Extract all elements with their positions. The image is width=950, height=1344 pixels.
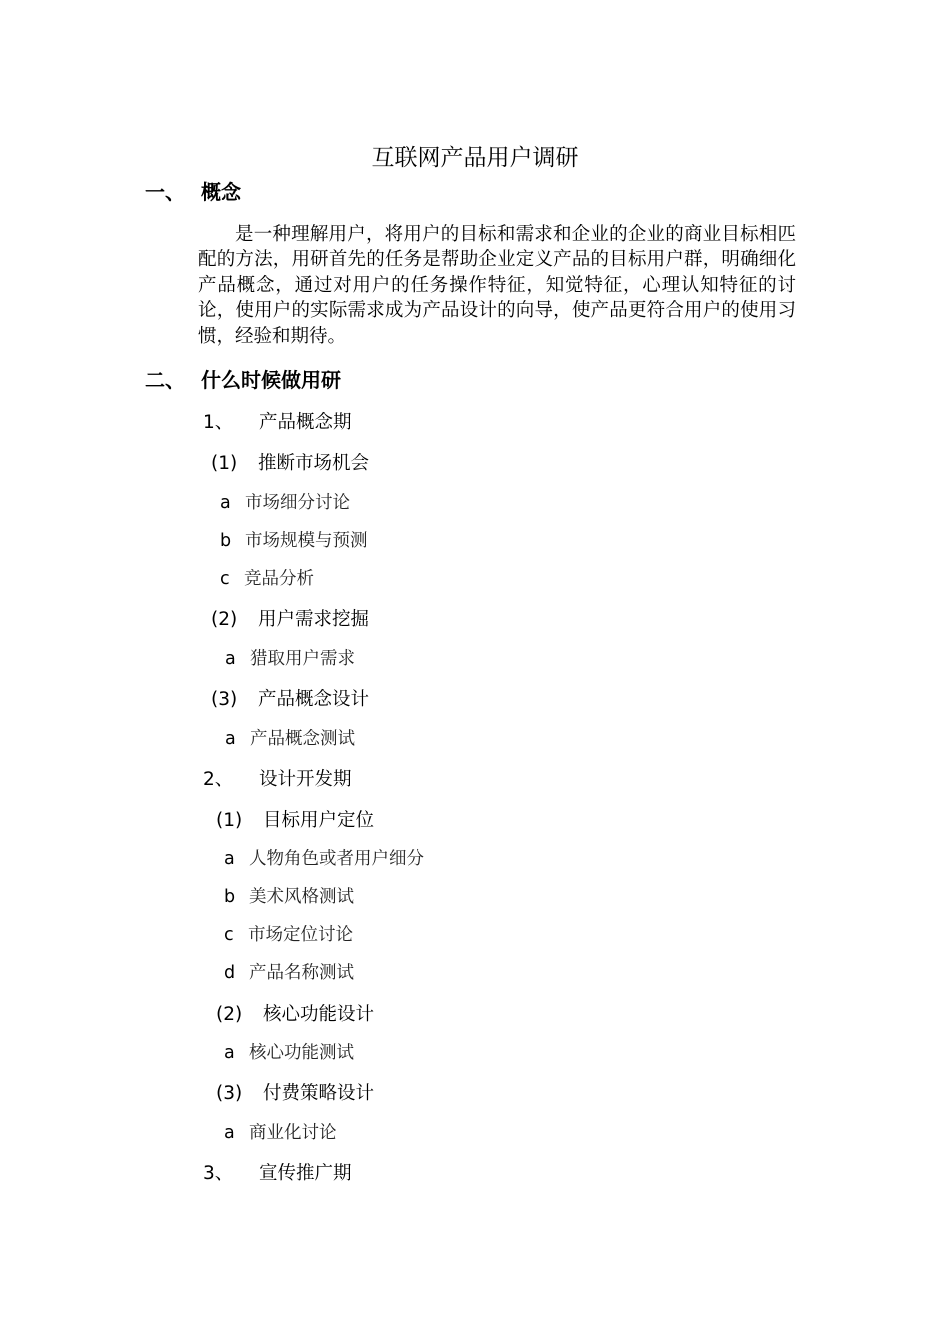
phase-number: 3、	[203, 1163, 234, 1184]
group-number: (3)	[216, 1083, 243, 1104]
item-text: 产品名称测试	[249, 963, 354, 983]
concept-paragraph: 是一种理解用户，将用户的目标和需求和企业的企业的商业目标相匹配的方法，用研首先的任务是帮助企业定义产品的目标用户群，明确细化产品概念，通过对用户的任务操作特征，知觉特征，心理认知特征的讨论，使用户的实际需求成为产品设计的向导，使产品更符合用户的使用习惯，经验和期待。	[198, 224, 796, 347]
section-number: 一、	[145, 180, 185, 204]
document-title: 互联网产品用户调研	[371, 145, 579, 171]
phase-title: 产品概念期	[259, 412, 352, 433]
item-text: 竞品分析	[244, 569, 314, 589]
phase-title: 设计开发期	[259, 769, 352, 790]
item-letter: a	[224, 849, 235, 869]
item-letter: a	[225, 649, 236, 669]
item-letter: b	[224, 887, 236, 907]
item-letter: a	[220, 493, 231, 513]
item-letter: c	[224, 925, 234, 945]
item-text: 市场细分讨论	[245, 493, 350, 513]
item-text: 人物角色或者用户细分	[249, 849, 424, 869]
group-number: (2)	[216, 1004, 243, 1025]
group-title: 付费策略设计	[263, 1083, 375, 1104]
item-letter: a	[224, 1043, 235, 1063]
phase-number: 2、	[203, 769, 234, 790]
item-text: 猎取用户需求	[250, 649, 355, 669]
item-text: 产品概念测试	[250, 729, 355, 749]
group-title: 用户需求挖掘	[258, 609, 370, 630]
phase-number: 1、	[203, 412, 234, 433]
item-text: 市场定位讨论	[248, 925, 353, 945]
item-letter: a	[224, 1123, 235, 1143]
section-title: 概念	[201, 180, 241, 204]
group-number: (1)	[216, 810, 243, 831]
group-number: (2)	[211, 609, 238, 630]
section-number: 二、	[145, 368, 185, 392]
group-title: 产品概念设计	[258, 689, 370, 710]
section-title: 什么时候做用研	[201, 368, 341, 392]
group-number: (3)	[211, 689, 238, 710]
group-number: (1)	[211, 453, 238, 474]
group-title: 核心功能设计	[263, 1004, 375, 1025]
item-text: 核心功能测试	[249, 1043, 354, 1063]
group-title: 推断市场机会	[258, 453, 370, 474]
group-title: 目标用户定位	[263, 810, 375, 831]
item-text: 美术风格测试	[249, 887, 354, 907]
item-text: 市场规模与预测	[245, 531, 368, 551]
item-text: 商业化讨论	[249, 1123, 337, 1143]
phase-title: 宣传推广期	[259, 1163, 352, 1184]
item-letter: d	[224, 963, 236, 983]
item-letter: a	[225, 729, 236, 749]
item-letter: b	[220, 531, 232, 551]
item-letter: c	[220, 569, 230, 589]
